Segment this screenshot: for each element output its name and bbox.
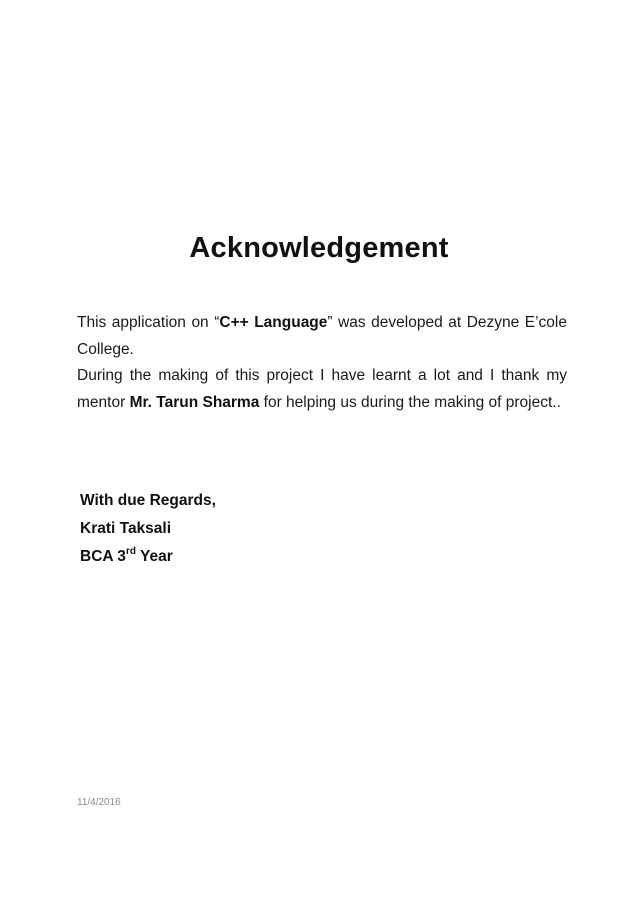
signature-block: [80, 487, 216, 571]
thanks-text-after: for helping us during the making of project..: [259, 394, 561, 411]
closing-line: With due Regards,: [80, 492, 216, 509]
intro-text-before: This application on “: [77, 314, 220, 331]
page-title: Acknowledgement: [189, 232, 449, 264]
thanks-paragraph: [77, 362, 567, 416]
thanks-text-before: During the making of this project I have learnt a lot and I thank my mentor: [77, 367, 567, 411]
course-prefix: BCA 3: [80, 548, 126, 565]
course-line: [80, 543, 216, 571]
course-superscript: rd: [125, 546, 136, 557]
intro-paragraph: [77, 309, 567, 363]
intro-text-bold: C++ Language: [219, 314, 328, 331]
author-name: Krati Taksali: [80, 520, 172, 537]
course-suffix: Year: [135, 548, 173, 565]
footer-date: 11/4/2016: [77, 797, 121, 808]
intro-text-after: ” was developed at Dezyne E’cole College.: [77, 314, 567, 358]
mentor-name: Mr. Tarun Sharma: [129, 394, 260, 411]
